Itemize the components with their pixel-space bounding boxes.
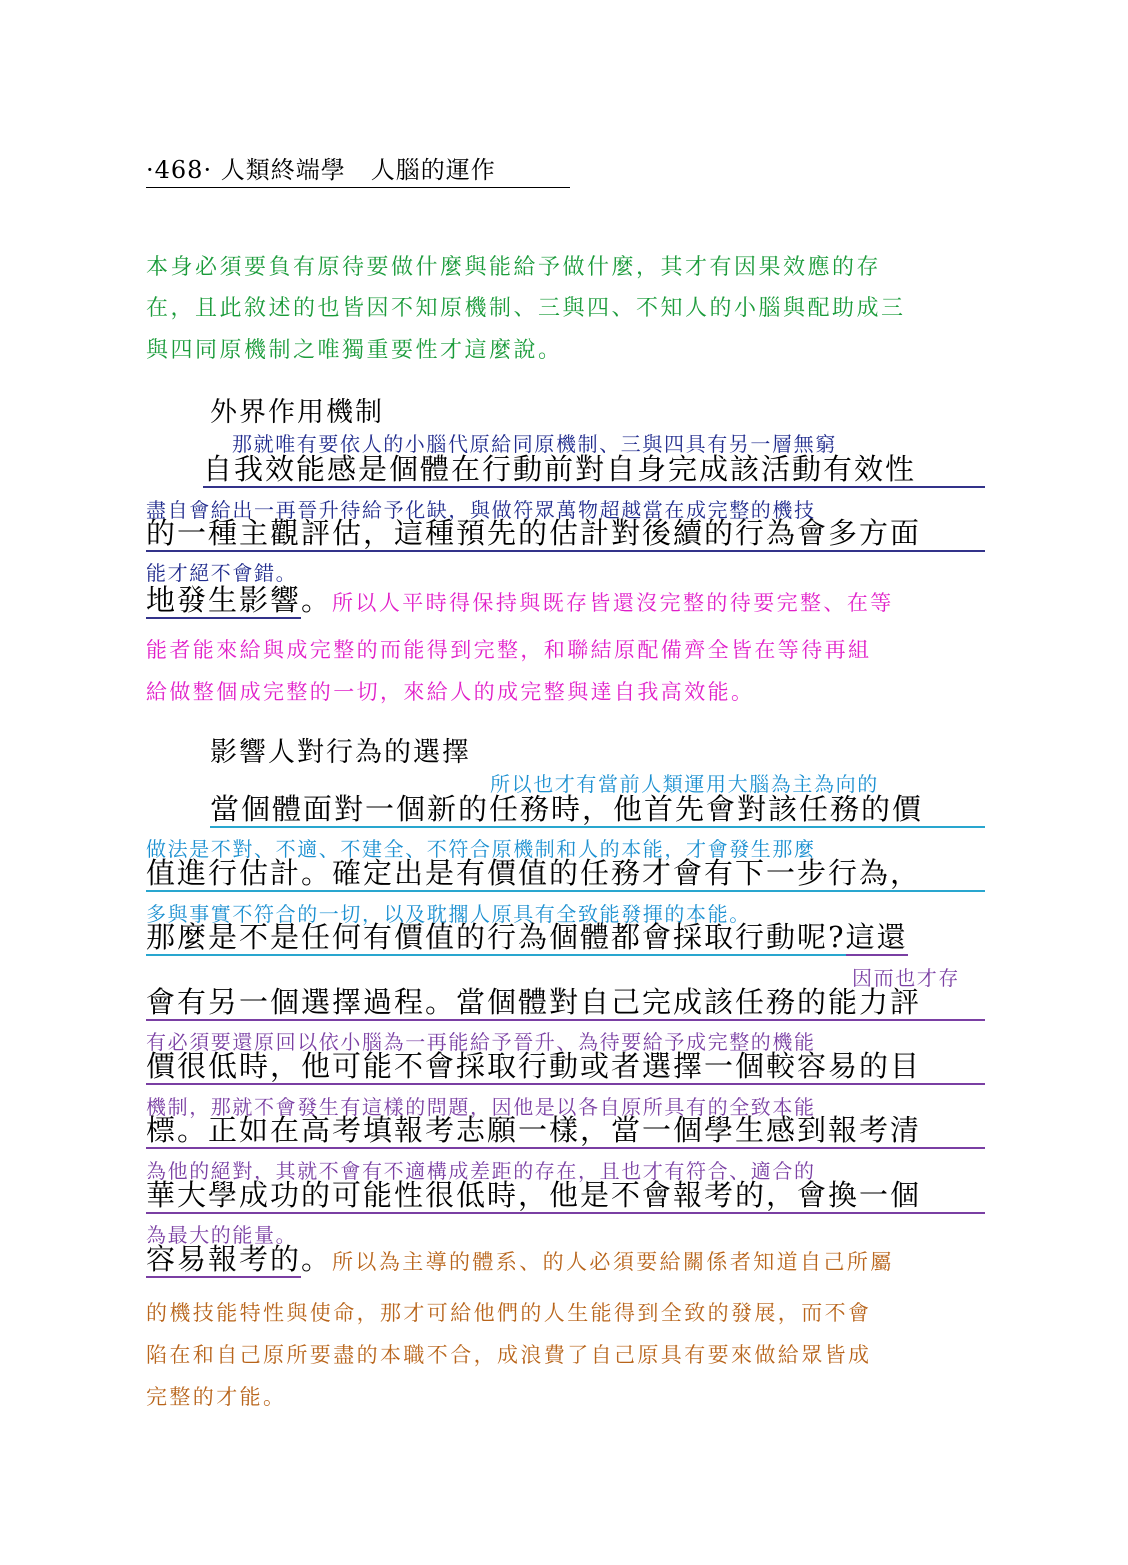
annotation-note: 多與事實不符合的一切，以及耽擱人原具有全致能發揮的本能。 <box>146 902 751 926</box>
body-line-mixed <box>146 920 908 954</box>
body-line: 價很低時，他可能不會採取行動或者選擇一個較容易的目 <box>146 1049 985 1085</box>
body-line: 標。正如在高考填報考志願一樣，當一個學生感到報考清 <box>146 1113 985 1149</box>
annotation-note: 因而也才存 <box>852 966 960 990</box>
body-line: 華大學成功的可能性很低時，他是不會報考的，會換一個 <box>146 1178 985 1214</box>
body-line: 的一種主觀評估，這種預先的估計對後續的行為會多方面 <box>146 516 985 552</box>
comment-inline: 所以為主導的體系、的人必須要給關係者知道自己所屬 <box>332 1250 894 1274</box>
comment-line: 能者能來給與成完整的而能得到完整，和聯結原配備齊全皆在等待再組 <box>146 638 872 662</box>
intro-line-1: 本身必須要負有原待要做什麼與能給予做什麼，其才有因果效應的存 <box>146 255 882 280</box>
page-header: ·468· 人類終端學 人腦的運作 <box>146 150 570 188</box>
annotation-note: 機制，那就不會發生有這樣的問題，因他是以各自原所具有的全致本能 <box>146 1095 816 1119</box>
annotation-note: 為他的絕對，其就不會有不適構成差距的存在，且也才有符合、適合的 <box>146 1159 816 1183</box>
comment-line: 陷在和自己原所要盡的本職不合，成浪費了自己原具有要來做給眾皆成 <box>146 1343 872 1367</box>
annotation-note: 盡自會給出一再晉升待給予化缺，與做符眾萬物超越當在成完整的機技 <box>146 498 816 522</box>
body-line-underlined: 這還 <box>845 920 908 954</box>
body-line-underlined: 那麼是不是任何有價值的行為個體都會採取行動呢? <box>146 920 846 954</box>
body-tail: 。 <box>301 583 333 617</box>
intro-line-3: 與四同原機制之唯獨重要性才這麼說。 <box>146 338 563 363</box>
annotation-note: 做法是不對、不適、不建全、不符合原機制和人的本能，才會發生那麼 <box>146 837 816 861</box>
body-line: 值進行估計。確定出是有價值的任務才會有下一步行為， <box>146 856 985 892</box>
annotation-note: 為最大的能量。 <box>146 1223 298 1247</box>
intro-line-2: 在，且此敘述的也皆因不知原機制、三與四、不知人的小腦與配助成三 <box>146 296 906 321</box>
annotation-note: 那就唯有要依人的小腦代原給同原機制、三與四具有另一層無窮 <box>232 432 837 456</box>
annotation-note: 所以也才有當前人類運用大腦為主為向的 <box>490 772 879 796</box>
body-line-underlined: 地發生影響 <box>146 583 302 617</box>
body-line: 當個體面對一個新的任務時，他首先會對該任務的價 <box>210 792 985 828</box>
body-line: 會有另一個選擇過程。當個體對自己完成該任務的能力評 <box>146 985 985 1021</box>
comment-line: 的機技能特性與使命，那才可給他們的人生能得到全致的發展，而不會 <box>146 1301 872 1325</box>
comment-line: 完整的才能。 <box>146 1385 287 1409</box>
annotation-note: 有必須要還原回以依小腦為一再能給予晉升、為待要給予成完整的機能 <box>146 1030 816 1054</box>
comment-line: 給做整個成完整的一切，來給人的成完整與達自我高效能。 <box>146 680 755 704</box>
annotation-note: 能才絕不會錯。 <box>146 561 298 585</box>
body-tail: 。 <box>301 1242 333 1276</box>
body-line: 自我效能感是個體在行動前對自身完成該活動有效性 <box>203 452 985 488</box>
body-line-last <box>146 1242 894 1279</box>
section-heading-2: 影響人對行為的選擇 <box>210 737 471 768</box>
body-line-underlined: 容易報考的 <box>146 1242 302 1276</box>
body-line-last <box>146 583 894 620</box>
comment-inline: 所以人平時得保持與既存皆還沒完整的待要完整、在等 <box>332 591 894 615</box>
section-heading-1: 外界作用機制 <box>210 397 384 428</box>
